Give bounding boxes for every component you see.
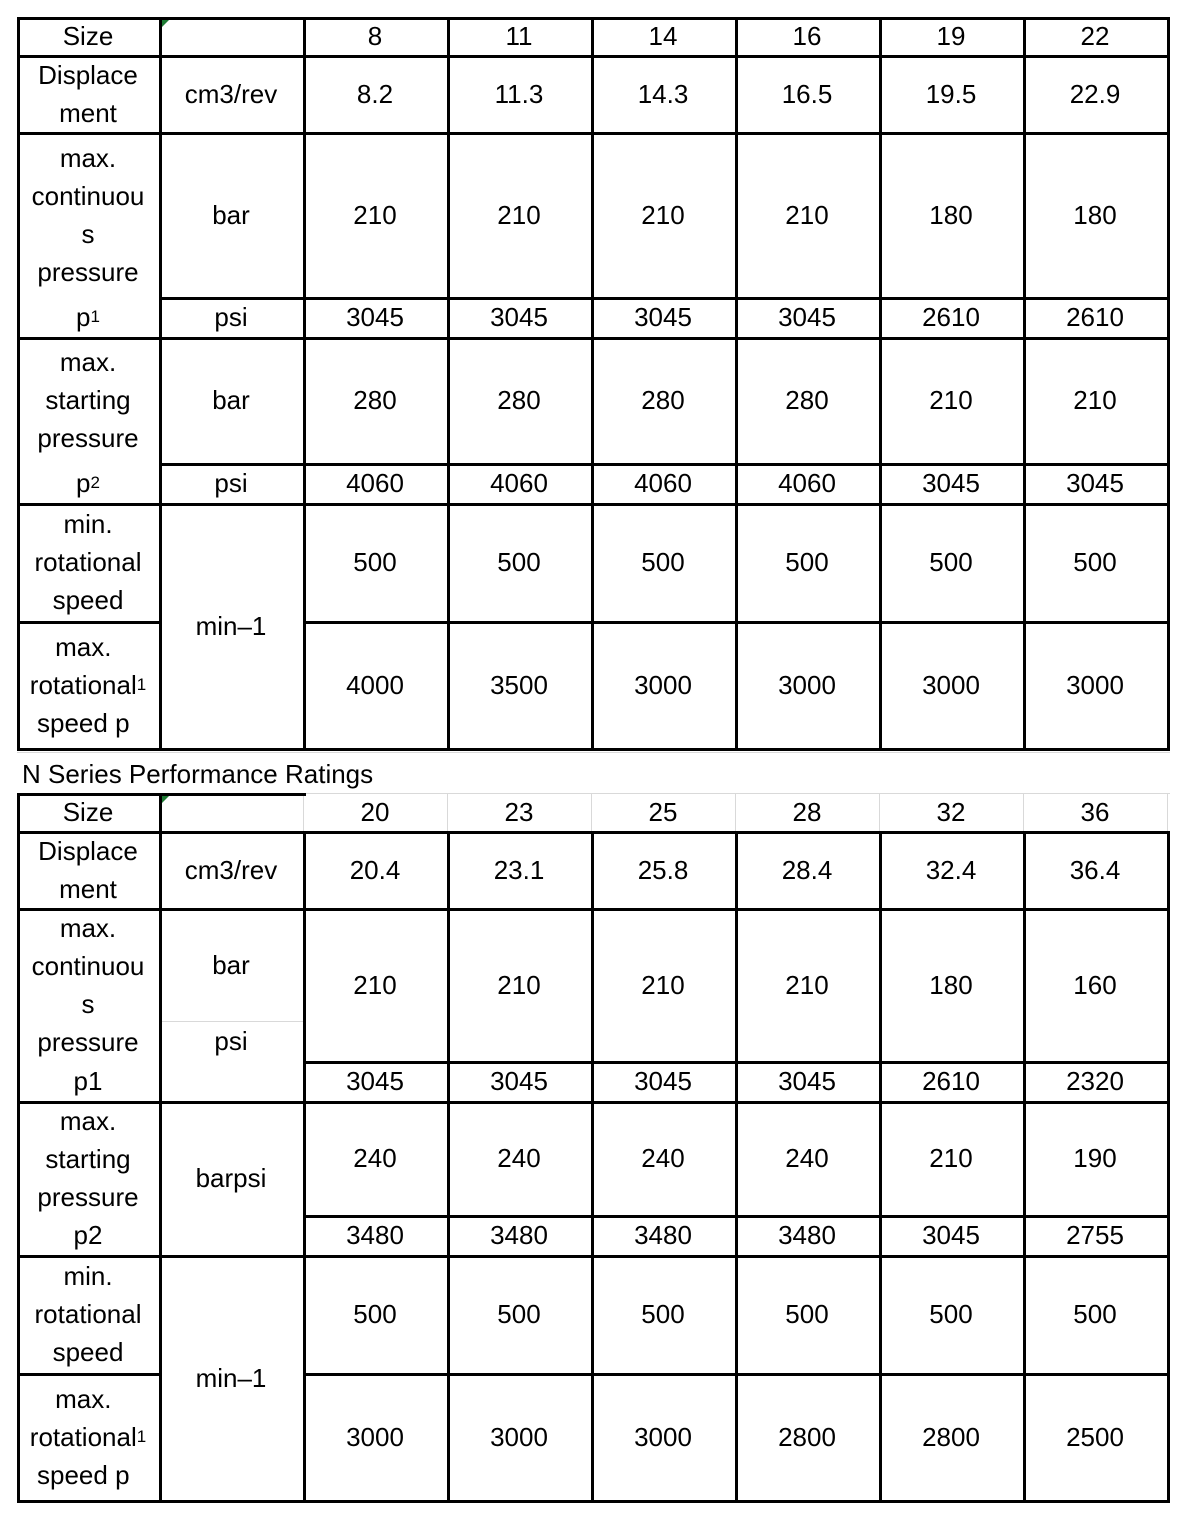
- unit-cell[interactable]: min–1: [195, 1362, 267, 1393]
- value-cell[interactable]: 280: [497, 385, 541, 415]
- unit-cell[interactable]: min–1: [195, 610, 267, 641]
- value-cell[interactable]: 3045: [922, 468, 980, 498]
- unit-cell[interactable]: bar: [212, 385, 250, 415]
- value-cell[interactable]: 20: [360, 797, 390, 827]
- value-cell[interactable]: 23: [504, 797, 534, 827]
- value-cell[interactable]: 280: [353, 385, 397, 415]
- row-header-min-speed[interactable]: min. rotational speed: [34, 1261, 142, 1367]
- unit-cell[interactable]: psi: [214, 302, 248, 332]
- value-cell[interactable]: 2755: [1066, 1220, 1124, 1250]
- value-cell[interactable]: 8: [367, 21, 383, 51]
- value-cell[interactable]: 180: [929, 199, 973, 230]
- value-cell[interactable]: 500: [353, 547, 397, 577]
- value-cell[interactable]: 4060: [634, 468, 692, 498]
- value-cell[interactable]: 2800: [778, 1421, 836, 1452]
- value-cell[interactable]: 32.4: [925, 854, 977, 885]
- value-cell[interactable]: 2800: [922, 1421, 980, 1452]
- value-cell[interactable]: 210: [785, 969, 829, 1000]
- row-header-continuous-pressure[interactable]: max. continuou s pressure: [31, 912, 145, 1057]
- unit-cell[interactable]: cm3/rev: [184, 854, 278, 885]
- value-cell[interactable]: 500: [929, 547, 973, 577]
- unit-cell[interactable]: bar: [212, 199, 250, 230]
- value-cell[interactable]: 2610: [922, 302, 980, 332]
- row-header-displacement[interactable]: Displace ment: [38, 835, 138, 904]
- value-cell[interactable]: 3045: [346, 1066, 404, 1096]
- value-cell[interactable]: 210: [497, 969, 541, 1000]
- value-cell[interactable]: 500: [641, 547, 685, 577]
- value-cell[interactable]: 500: [785, 1299, 829, 1329]
- value-cell[interactable]: 3480: [490, 1220, 548, 1250]
- value-cell[interactable]: 32: [936, 797, 966, 827]
- value-cell[interactable]: 3045: [1066, 468, 1124, 498]
- value-cell[interactable]: 3045: [634, 302, 692, 332]
- cell-border: [1167, 17, 1170, 751]
- value-cell[interactable]: 22.9: [1069, 78, 1121, 109]
- value-cell[interactable]: 3045: [778, 1066, 836, 1096]
- table-title: N Series Performance Ratings: [22, 759, 374, 789]
- value-cell[interactable]: 500: [929, 1299, 973, 1329]
- value-cell[interactable]: 210: [353, 199, 397, 230]
- value-cell[interactable]: 3000: [634, 1421, 692, 1452]
- row-header-p1[interactable]: p 1: [76, 302, 100, 332]
- value-cell[interactable]: 36: [1080, 797, 1110, 827]
- value-cell[interactable]: 210: [929, 1143, 973, 1173]
- value-cell[interactable]: 180: [1073, 199, 1117, 230]
- value-cell[interactable]: 11.3: [494, 78, 544, 109]
- value-cell[interactable]: 3045: [490, 302, 548, 332]
- value-cell[interactable]: 3000: [1066, 669, 1124, 700]
- value-cell[interactable]: 20.4: [349, 854, 401, 885]
- value-cell[interactable]: 2320: [1066, 1066, 1124, 1096]
- row-header-p1[interactable]: p1: [73, 1066, 103, 1096]
- comment-indicator-icon: [162, 20, 169, 27]
- value-cell[interactable]: 3500: [490, 669, 548, 700]
- value-cell[interactable]: 2500: [1066, 1421, 1124, 1452]
- value-cell[interactable]: 25.8: [637, 854, 689, 885]
- value-cell[interactable]: 28: [792, 797, 822, 827]
- value-cell[interactable]: 190: [1073, 1143, 1117, 1173]
- row-header-p2[interactable]: p 2: [76, 468, 100, 498]
- value-cell[interactable]: 500: [497, 1299, 541, 1329]
- value-cell[interactable]: 500: [353, 1299, 397, 1329]
- value-cell[interactable]: 3045: [634, 1066, 692, 1096]
- value-cell[interactable]: 3000: [922, 669, 980, 700]
- value-cell[interactable]: 19.5: [925, 78, 977, 109]
- value-cell[interactable]: 3000: [346, 1421, 404, 1452]
- value-cell[interactable]: 3045: [346, 302, 404, 332]
- value-cell[interactable]: 210: [1073, 385, 1117, 415]
- unit-cell[interactable]: psi: [214, 468, 248, 498]
- value-cell[interactable]: 3480: [634, 1220, 692, 1250]
- value-cell[interactable]: 240: [353, 1143, 397, 1173]
- row-header-starting-pressure[interactable]: max. starting pressure p2: [37, 1106, 139, 1250]
- value-cell[interactable]: 180: [929, 969, 973, 1000]
- value-cell[interactable]: 4060: [490, 468, 548, 498]
- value-cell[interactable]: 22: [1080, 21, 1110, 51]
- value-cell[interactable]: 3480: [346, 1220, 404, 1250]
- comment-indicator-icon: [162, 796, 169, 803]
- value-cell[interactable]: 19: [936, 21, 966, 51]
- value-cell[interactable]: 23.1: [493, 854, 545, 885]
- unit-cell[interactable]: bar: [212, 949, 250, 980]
- value-cell[interactable]: 210: [929, 385, 973, 415]
- row-header-size[interactable]: Size: [62, 797, 114, 827]
- row-header-continuous-pressure[interactable]: max. continuou s pressure: [31, 142, 145, 287]
- value-cell[interactable]: 210: [641, 199, 685, 230]
- row-header-starting-pressure[interactable]: max. starting pressure: [37, 347, 139, 453]
- value-cell[interactable]: 16.5: [781, 78, 833, 109]
- value-cell[interactable]: 280: [785, 385, 829, 415]
- value-cell[interactable]: 210: [785, 199, 829, 230]
- value-cell[interactable]: 3045: [490, 1066, 548, 1096]
- value-cell[interactable]: 160: [1073, 969, 1117, 1000]
- unit-cell[interactable]: psi: [214, 1026, 248, 1056]
- unit-cell[interactable]: barpsi: [195, 1163, 267, 1193]
- value-cell[interactable]: 4060: [778, 468, 836, 498]
- value-cell[interactable]: 240: [785, 1143, 829, 1173]
- value-cell[interactable]: 11: [505, 21, 533, 51]
- value-cell[interactable]: 28.4: [781, 854, 833, 885]
- value-cell[interactable]: 3000: [778, 669, 836, 700]
- value-cell[interactable]: 14: [648, 21, 678, 51]
- value-cell[interactable]: 280: [641, 385, 685, 415]
- value-cell[interactable]: 500: [497, 547, 541, 577]
- row-header-max-speed[interactable]: max. rotational speed p 1: [29, 1383, 147, 1490]
- value-cell[interactable]: 500: [1073, 547, 1117, 577]
- value-cell[interactable]: 500: [1073, 1299, 1117, 1329]
- row-header-max-speed[interactable]: max. rotational speed p 1: [29, 631, 147, 738]
- value-cell[interactable]: 500: [641, 1299, 685, 1329]
- value-cell[interactable]: 2610: [922, 1066, 980, 1096]
- value-cell[interactable]: 16: [792, 21, 822, 51]
- value-cell[interactable]: 3000: [490, 1421, 548, 1452]
- value-cell[interactable]: 14.3: [637, 78, 689, 109]
- value-cell[interactable]: 25: [648, 797, 678, 827]
- value-cell[interactable]: 8.2: [356, 78, 394, 109]
- unit-cell[interactable]: cm3/rev: [184, 78, 278, 109]
- value-cell[interactable]: 210: [353, 969, 397, 1000]
- value-cell[interactable]: 500: [785, 547, 829, 577]
- value-cell[interactable]: 2610: [1066, 302, 1124, 332]
- value-cell[interactable]: 240: [641, 1143, 685, 1173]
- value-cell[interactable]: 3000: [634, 669, 692, 700]
- value-cell[interactable]: 3480: [778, 1220, 836, 1250]
- value-cell[interactable]: 3045: [778, 302, 836, 332]
- value-cell[interactable]: 4000: [346, 669, 404, 700]
- value-cell[interactable]: 3045: [922, 1220, 980, 1250]
- value-cell[interactable]: 4060: [346, 468, 404, 498]
- value-cell[interactable]: 240: [497, 1143, 541, 1173]
- value-cell[interactable]: 210: [497, 199, 541, 230]
- value-cell[interactable]: 36.4: [1069, 854, 1121, 885]
- gridline-light: [17, 752, 1170, 753]
- cell-border: [1167, 831, 1170, 1503]
- gridline-light: [1167, 793, 1168, 831]
- row-header-min-speed[interactable]: min. rotational speed: [34, 509, 142, 615]
- value-cell[interactable]: 210: [641, 969, 685, 1000]
- row-header-size[interactable]: Size: [62, 21, 114, 51]
- row-header-displacement[interactable]: Displace ment: [38, 59, 138, 128]
